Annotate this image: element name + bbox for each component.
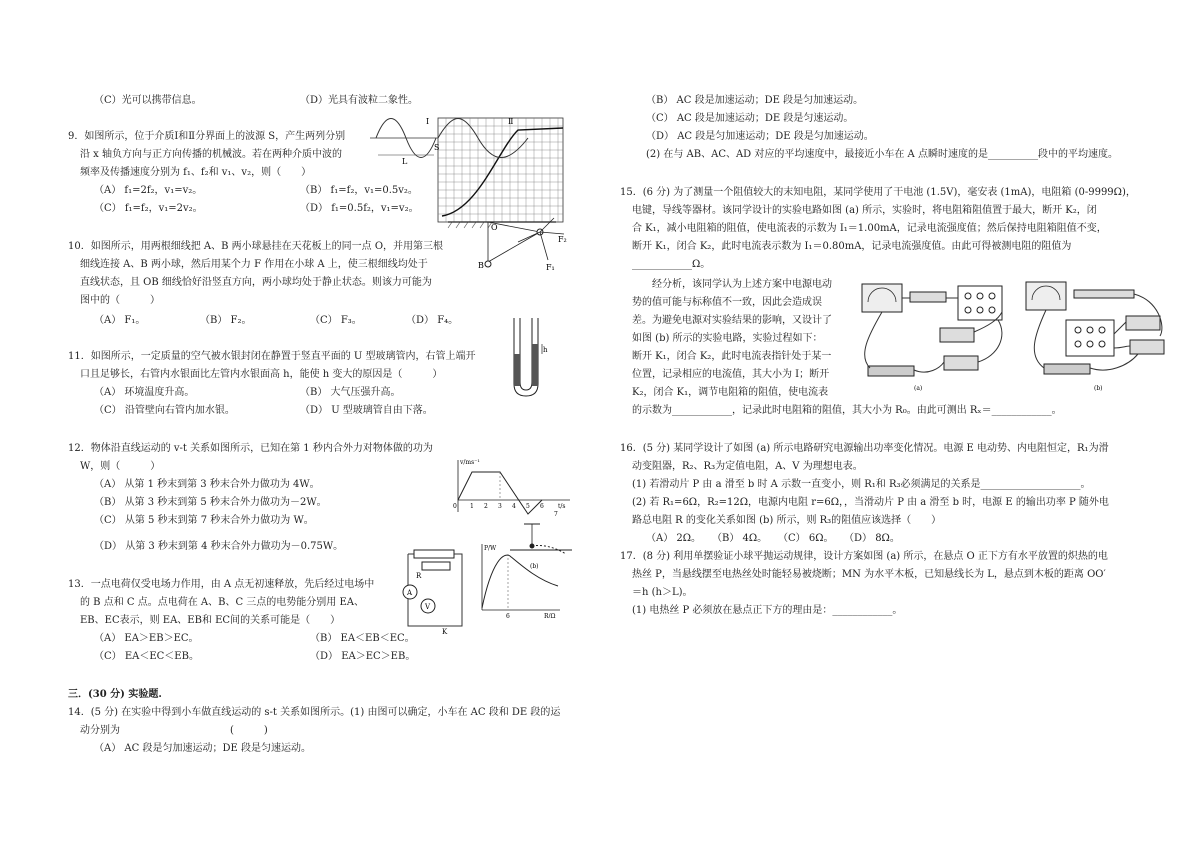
wave-grid-figure: [368, 110, 568, 275]
q13-option-d: （D） EA＞EC＞EB。: [310, 651, 416, 662]
u-tube-figure: [510, 316, 550, 400]
circuit-ammeter-label: A: [407, 589, 413, 597]
apparatus-figure: [848, 276, 1173, 394]
q15-analysis-2: 势的值可能与标称值不一致，因此会造成误: [632, 297, 822, 308]
q9-option-c: （C） f₁=f₂，v₁=2v₂。: [94, 203, 203, 214]
q12-option-b: （B） 从第 3 秒末到第 5 秒末合外力做功为－2W。: [94, 497, 327, 508]
q12-line-1: 12．物体沿直线运动的 v-t 关系如图所示，已知在第 1 秒内合外力对物体做的功为: [68, 443, 433, 454]
q16-line-1: 16．(5 分) 某同学设计了如图 (a) 所示电路研究电源输出功率变化情况。电源 E 电动势、内电阻恒定，R₁为滑: [620, 443, 1109, 454]
q15-line-1: 15．(6 分) 为了测量一个阻值较大的末知电阻，某同学使用了干电池 (1.5V)，毫安表 (1mA)，电阻箱 (0-9999Ω)，: [620, 187, 1136, 198]
q10-line-2: 细线连接 A、B 两小球，然后用某个力 F 作用在小球 A 上，使三根细线均处于: [80, 259, 428, 270]
vt-tick-4: 4: [512, 503, 516, 510]
force-label-f2: F₂: [558, 235, 567, 244]
vt-tick-0: 0: [453, 503, 457, 510]
q14-option-d: （D） AC 段是匀加速运动；DE 段是匀加速运动。: [646, 131, 874, 142]
q11-option-c: （C） 沿管壁向右管内加水银。: [94, 405, 235, 416]
q15-line-4: 断开 K₁，闭合 K₂，此时电流表示数为 I₁＝0.80mA，记录电流强度值。由此可得被测电阻的阻值为: [632, 241, 1072, 252]
force-label-b: B: [478, 261, 484, 270]
fig-b-label: (b): [1094, 385, 1103, 392]
q15-analysis-5: 断开 K₁，闭合 K₂，此时电流表指针处于某一: [632, 351, 832, 362]
q13-option-c: （C） EA＜EC＜EB。: [94, 651, 199, 662]
circuit-k-label: K: [442, 628, 448, 636]
q12-line-2: W，则（ ）: [80, 461, 161, 472]
q9-line-3: 频率及传播速度分别为 f₁、f₂和 v₁、v₂，则（ ）: [80, 167, 312, 178]
q15-analysis-6: 位置，记录相应的电流值，其大小为 I；断开: [632, 369, 830, 380]
q10-line-1: 10．如图所示，用两根细线把 A、B 两小球悬挂在天花板上的同一点 O，并用第三根: [68, 241, 444, 252]
q11-line-1: 11．如图所示，一定质量的空气被水银封闭在静置于竖直平面的 U 型玻璃管内，右管上端开: [68, 351, 476, 362]
force-label-o: O: [491, 223, 498, 232]
section-3-heading: 三．(30 分) 实验题.: [68, 689, 162, 700]
q16-line-3: (1) 若滑动片 P 由 a 滑至 b 时 A 示数一直变小，则 R₁和 R₃必须满足的关系是____________________。: [632, 479, 1091, 490]
q11-option-d: （D） U 型玻璃管自由下落。: [300, 405, 433, 416]
q9-line-1: 9．如图所示，位于介质Ⅰ和Ⅱ分界面上的波源 S，产生两列分别: [68, 131, 346, 142]
wave-label-l: L: [402, 157, 408, 166]
vt-axis-label: v/ms⁻¹: [460, 459, 480, 466]
q9-option-d: （D） f₁=0.5f₂，v₁=v₂。: [300, 203, 419, 214]
vt-tick-7: 7: [554, 511, 558, 518]
q15-analysis-3: 差。为避免电源对实验结果的影响，又设计了: [632, 315, 832, 326]
tube-label-h: h: [543, 346, 548, 354]
vt-tick-3: 3: [498, 503, 502, 510]
q16-line-4: (2) 若 R₁=6Ω，R₂=12Ω，电源内电阻 r=6Ω，，当滑动片 P 由 a 滑至 b 时，电源 E 的输出功率 P 随外电: [632, 497, 1109, 508]
graph-p-label: P/W: [484, 545, 497, 552]
wave-label-i: Ⅰ: [426, 117, 430, 126]
wave-label-ii: Ⅱ: [508, 117, 514, 126]
q17-line-1: 17．(8 分) 利用单摆验证小球平抛运动规律，设计方案如图 (a) 所示，在悬点 O 正下方有水平放置的炽热的电: [620, 551, 1108, 562]
q8-option-d: （D）光具有波粒二象性。: [300, 95, 419, 106]
q15-line-2: 电键，导线等器材。该同学设计的实验电路如图 (a) 所示，实验时，将电阻箱阻值置于最大，断开 K₂，闭: [632, 205, 1097, 216]
circuit-a-figure: [402, 546, 468, 636]
vt-tick-6: 6: [540, 503, 544, 510]
graph-6-label: 6: [506, 613, 510, 618]
vt-tick-5: 5: [526, 503, 530, 510]
q16-line-2: 动变阻器，R₂、R₃为定值电阻，A、V 为理想电表。: [632, 461, 863, 472]
q16-option-c: （C） 6Ω。: [778, 533, 834, 544]
q15-analysis-4: 如图 (b) 所示的实验电路，实验过程如下：: [632, 333, 823, 344]
circuit-r-label: R: [416, 572, 422, 580]
q14-line-1: 14．(5 分) 在实验中得到小车做直线运动的 s-t 关系如图所示。(1) 由图可以确定，小车在 AC 段和 DE 段的运: [68, 707, 561, 718]
q14-part-2: (2) 在与 AB、AC、AD 对应的平均速度中，最接近小车在 A 点瞬时速度的是__________段中的平均速度。: [646, 149, 1118, 160]
q11-option-b: （B） 大气压强升高。: [300, 387, 401, 398]
q13-option-a: （A） EA＞EB＞EC。: [94, 633, 199, 644]
q14-option-b: （B） AC 段是加速运动；DE 段是匀加速运动。: [646, 95, 864, 106]
q13-line-2: 的 B 点和 C 点。点电荷在 A、B、C 三点的电势能分别用 EA、: [80, 597, 364, 608]
q16-option-d: （D） 8Ω。: [844, 533, 900, 544]
q14-option-a: （A） AC 段是匀加速运动；DE 段是匀速运动。: [94, 743, 311, 754]
q17-line-3: ＝h (h＞L)。: [632, 587, 693, 598]
fig-a-label: (a): [914, 385, 923, 392]
wave-label-s: S: [434, 143, 440, 152]
q13-line-1: 13．一点电荷仅受电场力作用，由 A 点无初速释放，先后经过电场中: [68, 579, 375, 590]
q12-option-c: （C） 从第 5 秒末到第 7 秒末合外力做功为 W。: [94, 515, 314, 526]
q15-line-5: ____________Ω。: [632, 259, 711, 270]
force-label-f1: F₁: [546, 263, 555, 272]
q11-option-a: （A） 环境温度升高。: [94, 387, 195, 398]
q16-option-a: （A） 2Ω。: [646, 533, 702, 544]
vt-t-label: t/s: [558, 503, 566, 510]
q9-option-a: （A） f₁=2f₂，v₁=v₂。: [94, 185, 203, 196]
graph-b-label: (b): [530, 563, 539, 570]
vt-tick-2: 2: [484, 503, 488, 510]
q9-option-b: （B） f₁=f₂，v₁=0.5v₂。: [300, 185, 418, 196]
circuit-voltmeter-label: V: [425, 603, 431, 611]
q15-analysis-7: K₂，闭合 K₁，调节电阻箱的阻值，使电流表: [632, 387, 829, 398]
q15-analysis-8: 的示数为____________，记录此时电阻箱的阻值，其大小为 R₀。由此可测出 Rₓ＝____________。: [632, 405, 1062, 416]
q17-line-4: (1) 电热丝 P 必须放在悬点正下方的理由是：____________。: [632, 605, 903, 616]
q8-option-c: （C）光可以携带信息。: [94, 95, 202, 106]
q9-line-2: 沿 x 轴负方向与正方向传播的机械波。若在两种介质中波的: [80, 149, 342, 160]
q12-option-d: （D） 从第 3 秒末到第 4 秒末合外力做功为－0.75W。: [94, 541, 344, 552]
q10-line-3: 直线状态，且 OB 细线恰好沿竖直方向，两小球均处于静止状态。则该力可能为: [80, 277, 432, 288]
vt-graph-figure: [450, 456, 575, 518]
q13-option-b: （B） EA＜EB＜EC。: [310, 633, 415, 644]
q16-option-b: （B） 4Ω。: [712, 533, 768, 544]
q17-line-2: 热丝 P，当悬线摆至电热丝处时能轻易被烧断；MN 为水平木板，已知悬线长为 L，悬点到木板的距离 OO′: [632, 569, 1106, 580]
q10-line-4: 图中的（ ）: [80, 295, 160, 306]
q10-option-c: （C） F₃。: [310, 315, 362, 326]
vt-tick-1: 1: [470, 503, 474, 510]
q10-option-a: （A） F₁。: [94, 315, 146, 326]
q10-option-d: （D） F₄。: [406, 315, 459, 326]
q14-option-c: （C） AC 段是加速运动；DE 段是匀速运动。: [646, 113, 854, 124]
q16-line-5: 路总电阻 R 的变化关系如图 (b) 所示，则 R₃的阻值应该选择（ ）: [632, 515, 942, 526]
q15-line-3: 合 K₁，减小电阻箱的阻值，使电流表的示数为 I₁＝1.00mA，记录电流强度值；然后保持电阻箱阻值不变，: [632, 223, 1107, 234]
power-resistance-graph: [474, 540, 564, 618]
graph-r-label: R/Ω: [544, 613, 556, 618]
q13-line-3: EB、EC表示，则 EA、EB和 EC间的关系可能是（ ）: [80, 615, 341, 626]
q12-option-a: （A） 从第 1 秒末到第 3 秒末合外力做功为 4W。: [94, 479, 320, 490]
q11-line-2: 口且足够长，右管内水银面比左管内水银面高 h，能使 h 变大的原因是（ ）: [80, 369, 443, 380]
q10-option-b: （B） F₂。: [200, 315, 252, 326]
q14-line-2: 动分别为 ( ): [80, 725, 268, 736]
q15-analysis-1: 经分析，该同学认为上述方案中电源电动: [652, 279, 832, 290]
